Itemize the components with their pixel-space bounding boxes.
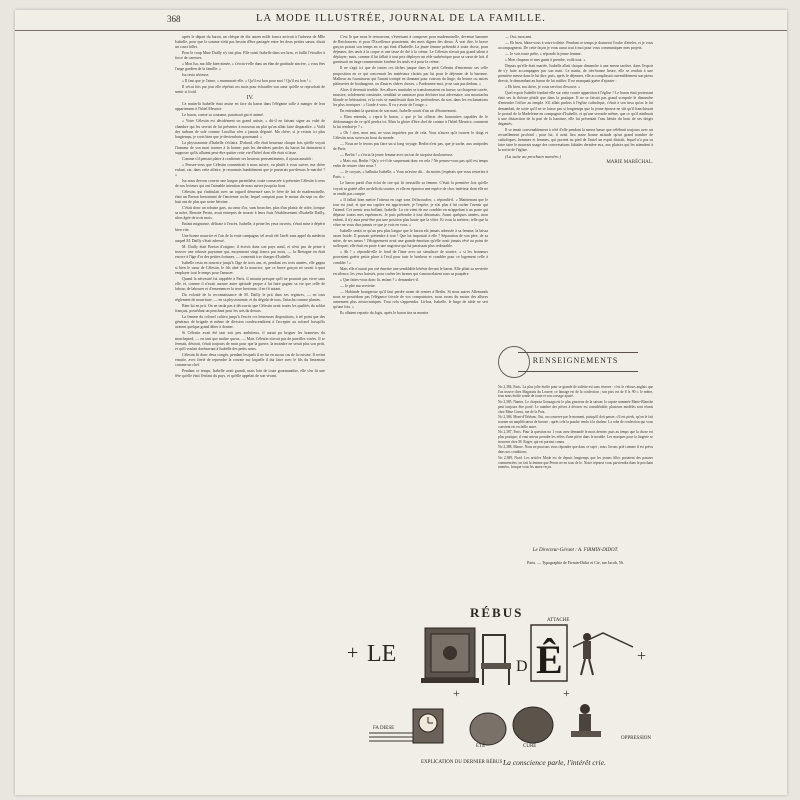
- paragraph: Il vécut fois par jour elle répétait ces mots pour échauffer son cœur qu'elle se reprochait de sentir si froid.: [175, 85, 325, 95]
- paragraph: Pendant ce temps, Isabelle avait grandi, mais loin de toute gourmandise, elle s'en fit une fête qu'elle était l'enfant du pays, et qu'elle appelait de son vivant.: [175, 368, 325, 378]
- page-number: 368: [167, 14, 181, 24]
- paragraph: « Il fallait bien mettre l'oiseau en cage sans l'effaroucher, » répondit-il. « Maintenant que le tour est joué, et que ma captive est apprivoisée, je l'espère, je n'ai plus à lui cacher l'avenir qui l'attend. Cet avenir sera brillant, Isabelle. La vie vient de me combler en m'appelant à un poste qui dépasse toutes mes espérances. Je puis prétendre à tout désormais. Avant quelques années, mon enfant, il n'y aura peut-être pas une position plus haute que la vôtre. Et vous la méritez; telle que la vôtre ne vous dira jamais ce que je vois en vous. »: [333, 197, 488, 228]
- paragraph: « Mon chapeau et mes gants à prendre, voilà tout. »: [505, 58, 586, 63]
- printer-line: Paris. — Typographie de Firmin-Didot et Cie, rue Jacob, 56.: [527, 560, 624, 565]
- plus-symbol-3: +: [453, 686, 460, 700]
- paragraph: C'était donc un robuste gars, au cœur d'or, sans broncher, plus d'un plaisir de cidre, lorsque sa mère, Renotte Perrin, avait entrepris de nourrir à leurs frais l'établissement d'Isabelle Dailly, alors âgée de trois mois.: [175, 206, 325, 221]
- bunting-line: [573, 633, 633, 647]
- paragraph: Bien lui en prit. On ne tarda pas à découvrir que Célestin avait toutes les qualités du soldat français, possédant un penchant pour les arts du dessus.: [175, 304, 325, 314]
- journal-title: LA MODE ILLUSTRÉE, JOURNAL DE LA FAMILLE.: [255, 13, 547, 24]
- paragraph: C'est là que nous le retrouvons, s'évertuant à composer pour mademoiselle, devenue baronne de Reichauven, et pour l'Excellence prussienne, des mets dignes des dieux. À vrai dire, le brave garçon portait son temps en ce qui était d'Isabelle. La jeune femme prétendit à toute chose, pour déjeuner, des œufs à la coque et une tasse de thé à la crème. Le Célestin n'avait pas grand talent à déployer; mais, comme il lui fallait à tout prix déployer un zèle surhéroïque pour sa sœur de lait, il garnissait un large commentaire à même les œufs et à pour la crème.: [333, 35, 488, 65]
- rebus-illustration: [333, 613, 663, 748]
- cure-label: CURE: [523, 744, 537, 748]
- paragraph: — Nous ne le ferons pas faire un si long voyage. Berlin n'est pas, que je sache, aux antipodes de Paris.: [333, 142, 488, 152]
- paragraph: Le baron partit d'un éclat de rire qui fit tressaillir sa femme. C'était la première fois qu'elle voyait sa gaieté aller au-delà du sourire, et elle en éprouva une espèce de choc intérieur dont elle ne se rendit pas compte.: [333, 181, 488, 196]
- paragraph: Pour le coup Mme Dailly n'y tint plus. Elle saisit Isabelle dans ses bras, et faillit l'étouffer à force de caresses.: [175, 51, 325, 61]
- fa-diese-label: FA DIESE: [373, 726, 395, 731]
- rebus-answer: La conscience parle, l'intérêt crie.: [503, 758, 606, 767]
- paragraph: « Votre Célestin est décidément un grand artiste, » dit-il en faisant signe au valet de chambre qui les servait de lui présenter à nouveau un plat qu'on allait faire disparaître. « Voilà des turbans de sole comme Lucullus n'en a jamais dégusté. Ma chère, si je restais ici plus longtemps, je crois bien que je deviendrais gourmand. »: [175, 119, 325, 139]
- paragraph: Quel espoir Isabelle fondait-elle sur cette courte apparition à l'église ? Le baron était protestant était ses la théorie plutôt que dans la pratique. Il ne se faisait pas grand scrupule le dimanche d'entendre l'office au temple. S'il allait parfois à l'église catholique, c'était à son insu qu'on le lui demandait, de sorte qu'il ne se laisse pas si longtemps que la jeune épouse ne sût qu'il franchissait le portail de la Madeleine en compagnie d'Isabelle, et qu'une seconde même, que ce qu'il attribuait à une distraction de la part de la baronne, elle lui présentait l'eau bénite du bout de ses doigts dégantés.: [498, 91, 653, 126]
- paragraph: Une bonne nourrice et l'air de la vraie campagne, tel avait été l'arrêt sans appel du médecin auquel M. Dailly s'était adressé.: [175, 233, 325, 243]
- paragraph: La femme du colonel cultiva jusqu'à l'excès ces heureuses dispositions, à tel point que des généraux de brigade et même de division condescendirent à l'accepter au colonel lorsqu'ils avaient quelque grand dîner à donner.: [175, 315, 325, 330]
- clock-icon: [413, 709, 443, 743]
- paragraph: Il ne s'agit ici que de toutes ces tâches jusque dans le petit Célestin d'entretenir ses celle proposition en ce qui concernait les matériaux choisis par lui pour le déjeuner de la baronne. Malheur au fournisseur qui l'aurait trompé en donnant pour cuisson du linge, du beurre ou autres pâtisseries de boulangerie, ou d'autres chères choses. « Pardonnez-moi, je ne suis pas dedans. »: [333, 66, 488, 86]
- paragraph: Si Célestin avait été tant soit peu ambitieux, il aurait pu briguer les honneurs du marchepied, — en tant que maître queux. — Mais Célestin n'avait pas de pareilles visées. Il se fermait, désirait, s'était toujours de mots pour que la guerre, la moindre ne serait plus son petit, et qu'il voulait dorénavant à Isabelle des petits soins.: [175, 331, 325, 351]
- letter-e-frame: [531, 618, 569, 682]
- paragraph: Célestin, qui s'intitulait avec un orgueil démesuré sans le frère de lait de mademoiselle, était un Breton bretonnant de l'ancienne roche, lequel comptait pour le moins dix-sept ou dix-huit ans de plus que notre héroïne.: [175, 190, 325, 205]
- ete-label: ÉTÉ: [476, 744, 486, 748]
- paragraph: Isa resta sérieuse.: [182, 73, 210, 78]
- plus-symbol-2: +: [637, 648, 647, 665]
- paragraph: Célestin fit donc deux congés, pendant lesquels il ne fut en aucun cas de la cuisine. Il revint ensuite, avec fierté de reprendre la cravate sur laquelle il dut faire avec le fils du lieutenant comme un chef.: [175, 352, 325, 367]
- paragraph: — Je plie ma serviette.: [340, 283, 376, 288]
- paragraph: Ce matin-là Isabelle était assise en face du baron dans l'élégante salle à manger de leur appartement à l'hôtel Meurice.: [175, 102, 325, 112]
- paragraph: « Ah ! » répondit-elle le fond de l'âme avec un simulacre de sourire, « si les honneurs pouvaient guérir petite place à l'exil pour tarir le bonheur et combler pour ce logement celle à combler ! »: [333, 250, 488, 265]
- author-signature: MARIE MARÉCHAL.: [606, 160, 653, 166]
- paragraph: Alors il devenait terrible. Ses allures martiales se transformaient en fureur; sa charpente carrée, massive, solidement construite, semblait se ramasser pour déchirer tout adversaire; son moustachu blonde se hérissaient, et la voix se manifestait dans les profondeurs du son, dans les exclamations les plus ironiques : « Garde à vous. Il va y avoir de l'orage. »: [333, 87, 488, 107]
- renseignements-title: RENSEIGNEMENTS: [532, 356, 619, 365]
- paragraph: Du volonté de la reconnaissance de M. Dailly le prit dans ses registres, — en tous règlement de nourriture, — en sa physionomie, et du dégoût de tous, l'attacha comme plantes.: [175, 293, 325, 303]
- seated-figure-icon: [571, 704, 601, 737]
- answer-item: No 2,385, Nantes. Le chapeau Gonzaga est le plus gracieux de la saison; la capote nommée Marie-Blanche peut toujours être porté. Le nombre des pièces à décorer est considérable; plusieurs modèles sont réunis chez Mme Cornu, rue de la Paix.: [498, 400, 653, 414]
- paragraph: — Berlin ! » s'écria la jeune femme avec un ton de surprise douloureuse.: [340, 153, 454, 158]
- rebus-drawing: [333, 613, 663, 748]
- column-3: [498, 35, 653, 325]
- paragraph: Ils allaient repartir du logis, après le baron tira sa montre.: [340, 310, 430, 315]
- paragraph: « Mon Isa, ma fille bien-aimée, » s'écria-t-elle dans un élan de gratitude sincère, « vous êtes l'ange gardien de la famille. »: [175, 62, 325, 72]
- paragraph: « Bien entendu, » reprit le baron, « que je lui offrirai des honoraires capables de le dédommager de ce qu'il perdra ici. Mais la gloire d'être chef de cuisine à l'hôtel Meurice, comment la lui rendrai-je ? »: [333, 114, 488, 130]
- barrel-icon: [513, 707, 553, 748]
- paragraph: « Que faites-vous donc là, enfant ? » demanda-t-il.: [340, 277, 419, 282]
- oppression-label: OPPRESSION: [621, 736, 652, 741]
- renseignements-list: [498, 385, 653, 545]
- chair-icon: [481, 635, 511, 685]
- answer-item: No 2,384, Paris. La plus jolie étoffe pour se grande de toilette est sans réserve : c'est le velours anglais que l'on trouve chez Magasins du Louvre; ce lainage est de la confection ; son prix est de 8 fr. 90 c. le mètre, tous nous étoffe ronde de toute et son corsage ajusté.: [498, 385, 653, 399]
- paragraph: — Eh bien, hâtez-vous à votre toilette. Pendant ce temps je donnerai l'ordre d'atteler, et je vous accompagnerai. De cette façon je vous aurai tout à moi pour vous communiquer mes projets.: [498, 40, 653, 51]
- answer-item: No 2,389, Nord. Les articles Mode est de depuis longtemps que les jeunes filles portaient des parures commencées; on fait la femme que Perrin ne en tous de le. Notre réponse vous parviendra dans le prochain numéro, lorsque vous les aurez reçus.: [498, 455, 653, 470]
- paragraph: Quand la nécessité fut rappelée à Paris, il mourut presque qu'il ne pourrait pas vivre sans elle, et, comme il n'avait aucune autre aptitude propre à lui faire gagner sa vie que celle de labour, de labourer et d'ensemencer la terre bretonne, il en fit autant.: [175, 276, 325, 292]
- answer-item: No 2,388, Marne. Nous ne pouvons vous répondre que dans ce sujet ; nous l'avons prié comme il est prévu dans nos conditions.: [498, 445, 653, 455]
- paragraph: En entendant la question de son mari, Isabelle sourit d'un air d'étonnement.: [340, 108, 457, 113]
- paragraph: Comme s'il pensait plaire à confirmer ses heureux pressentiments, il ajouta aussitôt :: [182, 156, 314, 161]
- paragraph: « Mais oui, Berlin ! Qu'y a-t-il de surprenant donc en cela ? Ne pensez-vous pas qu'il est temps enfin de rentrer chez nous ?: [333, 159, 488, 169]
- music-staff-icon: [369, 726, 419, 741]
- page-header: [15, 10, 787, 31]
- paragraph: Isabelle sentit ce qu'un peu plus longue que le baron eût jamais adressée à sa femme, la laissa assez froide. Il pouvait prétendre à tout ! Que lui importait à elle ? Séparation de son père, de sa mère, de ses sœurs ! l'éloignement avait une grande émotion qu'elle avait jamais rêvé au point de suffoquer; elle était en proie à une angoisse qui lui paraissait plus redoutable.: [333, 229, 488, 249]
- plus-symbol-4: +: [563, 686, 570, 700]
- safe-icon: [421, 628, 479, 683]
- rebus-letter-d: D: [516, 658, 528, 675]
- newspaper-page: [15, 10, 787, 795]
- paragraph: Isa nous devons couvrir une longue parenthèse, toute consacrée à présenter Célestin à ceux de nos lecteurs qui ont l'aimable intention de nous suivre jusqu'au bout.: [175, 179, 325, 189]
- continued-note: (La suite au prochain numéro.): [505, 154, 562, 160]
- answer-item: No 2,386, Mont-d'Orléans. Oui, on conserve par le moment, puisqu'il doit passer, s'il est pieds, qu'on le fait tourner un amplificateur de bronze ; après cela la poudre rendu à la chaleur. La robe de confection qui vous convient est en faille noire.: [498, 415, 653, 429]
- paragraph: Enfant mignonne, délicate à l'excès, Isabelle, à peine les yeux ouverts, s'était mise à dépérir bien vite.: [175, 222, 325, 232]
- column-1: [175, 35, 325, 735]
- sack-icon: [470, 713, 506, 748]
- column-2: [333, 35, 488, 620]
- director-line: Le Directeur-Gérant : A. FIRMIN-DIDOT.: [532, 548, 619, 553]
- paragraph: après le départ du baron, un chèque de dix autres mille francs arrivait à l'adresse de Mlle Isabelle, pour que la somme n'eût pas besoin d'être partagée entre les deux petites sœurs, disait un court billet.: [175, 35, 325, 50]
- paragraph: — Je vais toute prête, » répondit la jeune femme.: [505, 52, 582, 57]
- section-heading: IV.: [246, 95, 254, 102]
- answer-item: No 2,387, Paris. Pour la question no 1 vous avez demandé le mois dernier, puis au temps que la chose est plus pratique; il vaut mieux prendre les effets d'une pièce dans le meuble. Les marques pour la lingerie se trouvent chez M. Roger, qui est partout connu.: [498, 430, 653, 444]
- plus-symbol: +: [347, 642, 359, 664]
- renseignements-banner: [498, 340, 653, 380]
- paragraph: — Je croyais, » balbutia Isabelle, « Vous m'aviez dit... du moins j'espérais que vous resteriez à Paris. »: [333, 170, 488, 180]
- paragraph: — Habitude bourgeoise qu'il faut perdre avant de rentrer à Berlin. Si nous autres Allemands nous ne possédons pas l'élégance frivole de vos compatriotes, nous avons du moins des allures autrement plus aristocratiques. Tout cela s'apprendra. Là-bas, Isabelle, le linge de table ne sert qu'une fois. »: [333, 289, 488, 309]
- rebus-letter-e: Ê: [536, 637, 563, 682]
- paragraph: M. Dailly était Breton d'origine; il écrivit dans son pays natal, et n'eut pas de peine à trouver une robuste paysanne qui, moyennant vingt francs par mois, — la Bretagne en était encore à l'âge d'or des petites fortunes, — consentit à se charger d'Isabelle.: [175, 244, 325, 259]
- paragraph: Mais elle n'aurait pas osé émettre une semblable hérésie devant le baron. Elle pliait sa serviette en silence, les yeux baissés, pour cacher les larmes qui s'amoncelaient sous sa paupière.: [333, 266, 488, 276]
- paragraph: « Il faut que je l'aime, » murmurait-elle. « Qu'il est bon pour moi ! Qu'il est bon ! »: [182, 79, 312, 84]
- attache-label: ATTACHE: [547, 618, 570, 623]
- paragraph: — Oui, mon ami.: [505, 35, 533, 39]
- paragraph: « Pensez-vous que Célestin consentirait à nous suivre, ou plutôt à vous suivre, ma chère enfant, car, dans cette affaire, je reconnais humblement que je passerais par-dessus le marché ? »: [175, 162, 325, 178]
- rebus-explanation-label: EXPLICATION DU DERNIER RÉBUS :: [421, 760, 505, 765]
- paragraph: Le baron, contre sa coutume, paraissait gai et animé.: [182, 113, 264, 118]
- rebus-word-le: LE: [367, 641, 397, 667]
- paragraph: Isabelle resta en nourrice jusqu'à l'âge de trois ans, et, pendant ces trois années, elle gagna si bien le cœur de Célestin, le fils aîné de la nourrice, que ce brave garçon ne savait à quoi employer tout le temps pour l'amuser.: [175, 260, 325, 275]
- paragraph: La physionomie d'Isabelle s'éclaira. D'abord, elle était heureuse chaque fois qu'elle voyait l'humeur de son mari tourner à la bonne; puis les dernières paroles du baron lui donnaient à supposer qu'ils allaient peut-être quitter cette vie d'hôtel dont elle était si lasse.: [175, 140, 325, 155]
- paragraph: Depuis qu'elle était mariée, Isabelle allait chaque dimanche à une messe tardive, dans l'espoir de s'y faire accompagner par son mari. Le matin, de très-bonne heure, elle se rendait à une première messe dans le lui dire, puis, après le déjeuner, elle accomplissait ostensiblement son pieux devoir, le demandant au baron de lui ratifier. Il ne manquait guère d'ajouter :: [498, 64, 653, 84]
- rebus-title: RÉBUS: [470, 605, 524, 620]
- paragraph: « Oh ! rien, mon ami, ne vous inquiétez pas de cela. Vous n'aurez qu'à trouver le doigt et Célestin nous suivra au bout du monde.: [333, 131, 488, 141]
- paragraph: Il se tenait convenablement à côté d'elle pendant la messe basse que célébrait toujours avec un recueillement profond ; pour lui, il avait lieu assez bonne attitude qu'un grand nombre de catholiques, hommes et femmes, qui portent au pied de l'autel un esprit distrait, lequel n'a pas su faire taire le mauvais usage des conversations labiales dernière eux, aux plaisirs qui les attendent à la sortie de l'église.: [498, 127, 653, 153]
- paragraph: « Eh bien, ma chère, je vous servirai d'escorte. »: [505, 85, 581, 90]
